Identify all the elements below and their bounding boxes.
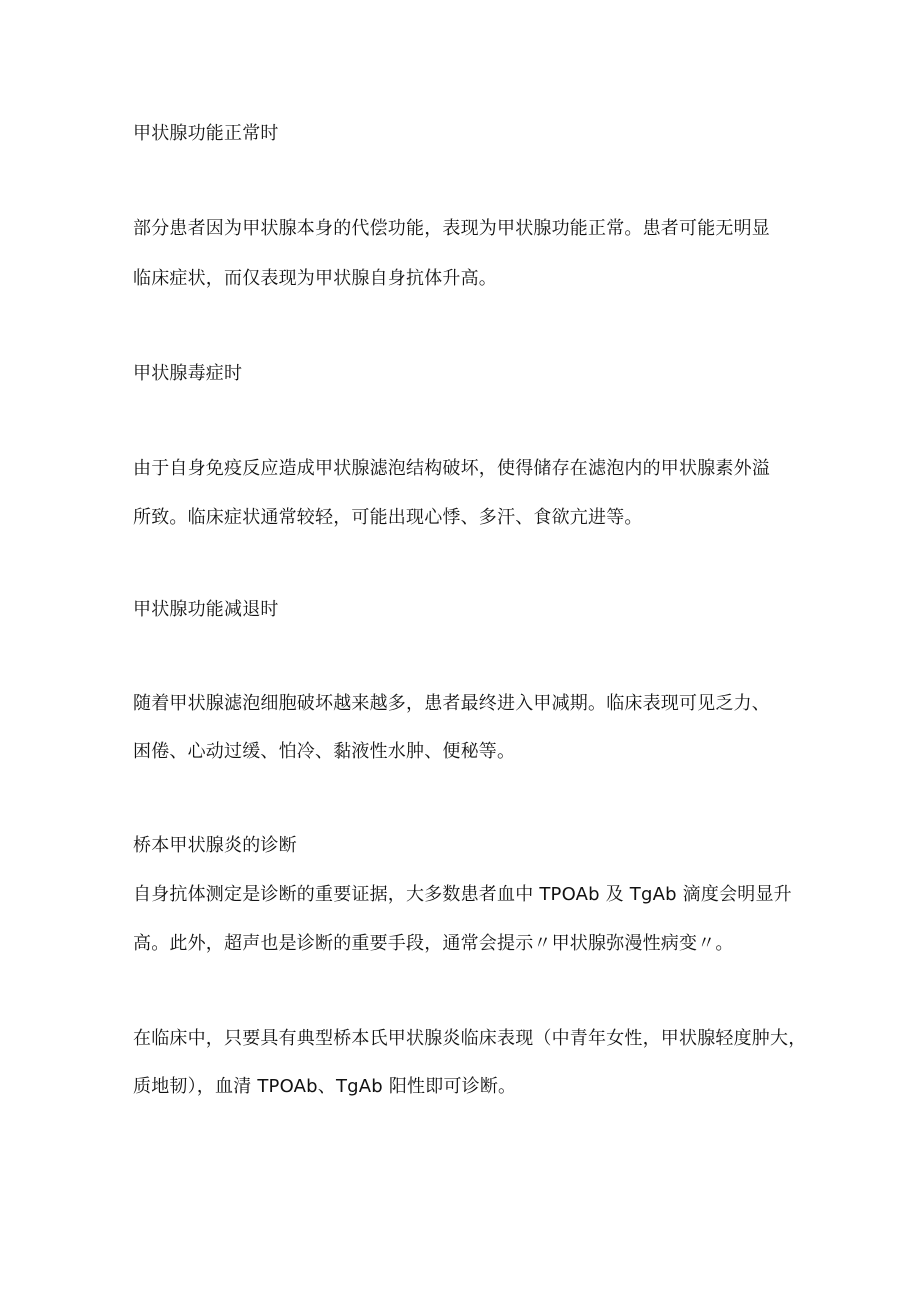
paragraph-line: 自身抗体测定是诊断的重要证据，大多数患者血中 TPOAb 及 TgAb 滴度会明显升: [133, 884, 792, 905]
paragraph-line: 部分患者因为甲状腺本身的代偿功能，表现为甲状腺功能正常。患者可能无明显: [133, 218, 770, 239]
section-heading-normal: 甲状腺功能正常时: [133, 123, 279, 144]
section-heading-diagnosis: 桥本甲状腺炎的诊断: [133, 835, 297, 856]
paragraph-line: 质地韧），血清 TPOAb、TgAb 阳性即可诊断。: [133, 1076, 517, 1097]
paragraph-line: 在临床中，只要具有典型桥本氏甲状腺炎临床表现（中青年女性，甲状腺轻度肿大，: [133, 1028, 807, 1049]
paragraph-line: 临床症状，而仅表现为甲状腺自身抗体升高。: [133, 268, 497, 289]
paragraph-line: 所致。临床症状通常较轻，可能出现心悸、多汗、食欲亢进等。: [133, 507, 643, 528]
paragraph-line: 困倦、心动过缓、怕冷、黏液性水肿、便秘等。: [133, 741, 516, 762]
paragraph-line: 高。此外，超声也是诊断的重要手段，通常会提示〃甲状腺弥漫性病变〃。: [133, 933, 734, 954]
section-heading-thyrotoxicosis: 甲状腺毒症时: [133, 363, 243, 384]
paragraph-line: 由于自身免疫反应造成甲状腺滤泡结构破坏，使得储存在滤泡内的甲状腺素外溢: [133, 458, 770, 479]
paragraph-line: 随着甲状腺滤泡细胞破坏越来越多，患者最终进入甲减期。临床表现可见乏力、: [133, 693, 770, 714]
section-heading-hypothyroid: 甲状腺功能减退时: [133, 599, 279, 620]
